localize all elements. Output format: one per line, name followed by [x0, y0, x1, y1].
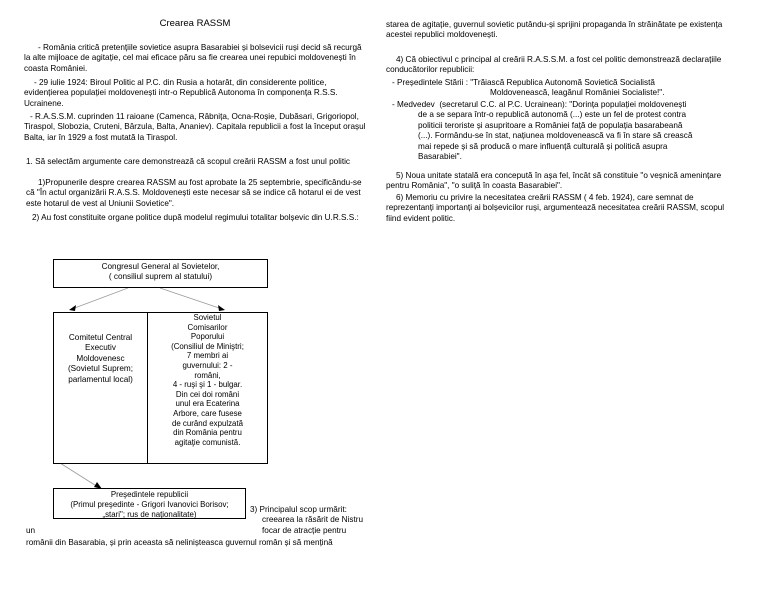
bottom-line: românii din Basarabia, și prin aceasta să nelinișteasca guvernul român și să mențină [26, 538, 333, 547]
continuation-paragraph: starea de agitație, guvernul sovietic putându-și sprijini propaganda în străinătate pe existența acestei republici moldovenești. [386, 20, 723, 40]
point-3-line: creearea la răsărit de Nistru [262, 515, 364, 525]
bottom-box-presedinte: Preşedintele republicii (Primul preşedinte - Grigori Ivanovici Borisov; „stari"; rus de naţionalitate) [53, 488, 246, 519]
quote-2-line: politicii teroriste și asupritoare a României față de populația basarabeană [418, 120, 683, 130]
bottom-word: un [26, 526, 36, 535]
top-box-congres: Congresul General al Sovietelor, ( consiliul suprem al statului) [53, 259, 268, 288]
quote-2-line: (...). Formându-se în stat, națiunea moldovenească va fi în stare să crească [418, 131, 693, 141]
point-5-paragraph: 5) Noua unitate statală era concepută în așa fel, încât să constituie "o veșnică amenințare pentru România", "o suliță în coasta Basarabiei". [386, 171, 722, 191]
intro-paragraph-3: - R.A.S.S.M. cuprinden 11 raioane (Camenca, Râbnița, Ocna-Roșie, Dubăsari, Grigoriopol, Tiraspol, Slobozia, Cruteni, Bârzula, Balta, Ananiev). Capitala republicii a fost la început orașul Balta, iar în 1929 a fost mutată la Tiraspol. [24, 112, 366, 142]
point-3-line: focar de atracție pentru [262, 525, 347, 535]
right-box-sovietul-comisarilor: Sovietul Comisarilor Poporului (Consiliul de Miniştri; 7 membri ai guvernului: 2 - români, 4 - ruşi şi 1 - bulgar. Din cei doi români unul era Ecaterina Arbore, care fusese de curând expulzată din România pentru agitaţie comunistă. [147, 312, 268, 464]
point-1-heading: 1. Să selectăm argumente care demonstrează că scopul creării RASSM a fost unul politic [26, 157, 351, 166]
quote-2-line: mai repede și să producă o mare influență culturală și politică asupra [418, 141, 668, 151]
left-box-comitet: Comitetul Central Executiv Moldovenesc (Sovietul Suprem; parlamentul local) [53, 312, 148, 464]
quote-2 [388, 100, 748, 162]
intro-paragraph-1: - România critică pretențiile sovietice asupra Basarabiei și bolsevicii ruși decid să recurgă la alte mijloace de agitație, cel mai eficace păru sa fie crearea unei repubici moldovenești în coasta României. [24, 43, 362, 73]
point-3-line: 3) Principalul scop urmărit: [250, 505, 347, 514]
quote-1-line: - Președintele Stării : "Trăiască Republica Autonomă Sovietică Socialistă [392, 78, 655, 87]
page-title: Crearea RASSM [159, 18, 231, 29]
point-3-text [250, 505, 370, 536]
quote-2-line: de a se separa într-o republică autonomă (...) este un fel de protest contra [418, 110, 687, 120]
quote-2-line: - Medvedev (secretarul C.C. al P.C. Ucrainean): "Dorința populației moldovenești [392, 100, 687, 109]
point-6-paragraph: 6) Memoriu cu privire la necesitatea creării RASSM ( 4 feb. 1924), care semnat de reprezentanți importanți ai bolșevicilor ruși, argumentează necesitatea creării RASSM, scopul fiind evident politic. [386, 193, 725, 223]
point-2-heading: 2) Au fost constituite organe politice după modelul regimului totalitar bolșevic din U.R.S.S.: [32, 213, 359, 222]
quote-2-line: Basarabiei". [418, 152, 462, 162]
quote-1-line: Moldovenească, leagănul României Socialiste!". [490, 88, 665, 98]
intro-paragraph-2: - 29 iulie 1924: Biroul Politic al P.C. din Rusia a hotarât, din considerente politice, evidențierea populației moldovenești intr-o Republică Autonoma în componența R.S.S. Ucrainene. [24, 78, 338, 108]
quote-1 [388, 78, 748, 99]
point-4-paragraph: 4) Că obiectivul c principal al creării R.A.S.S.M. a fost cel politic demonstrează declarațiile conducătorilor republicii: [386, 55, 722, 75]
point-1-argument: 1)Propunerile despre crearea RASSM au fost aprobate la 25 septembrie, specificându-se că "În actul organizării R.A.S.S. Moldovenești este necesar să se indice că hotarul ei de vest este hotarul de vest al Uniunii Sovietice". [26, 178, 362, 208]
